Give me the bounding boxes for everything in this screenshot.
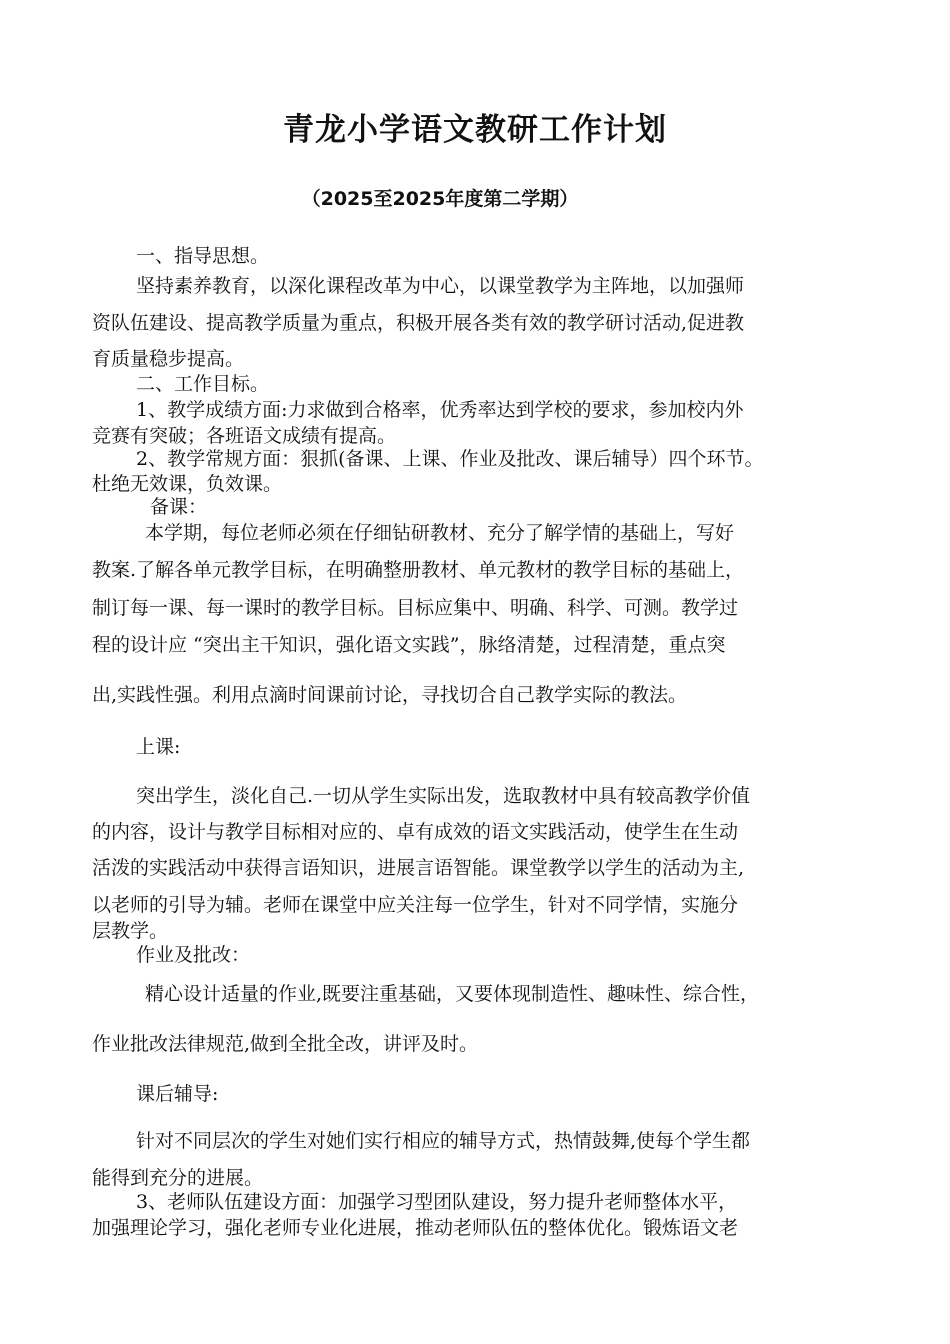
paragraph-line: 制订每一课、每一课时的教学目标。目标应集中、明确、科学、可测。教学过 — [92, 597, 739, 619]
paragraph-line: 突出学生，淡化自己.一切从学生实际出发，选取教材中具有较高教学价值 — [136, 785, 751, 807]
paragraph-line: 教案.了解各单元教学目标，在明确整册教材、单元教材的教学目标的基础上， — [92, 559, 745, 581]
page-title: 青龙小学语文教研工作计划 — [283, 112, 667, 148]
paragraph-line: 资队伍建设、提高教学质量为重点，积极开展各类有效的教学研讨活动,促进教 — [92, 312, 745, 334]
subheading-lesson-prep: 备课： — [150, 496, 208, 518]
paragraph-line: 3、老师队伍建设方面：加强学习型团队建设，努力提升老师整体水平， — [136, 1191, 738, 1213]
paragraph-line: 竞赛有突破；各班语文成绩有提高。 — [92, 425, 397, 447]
paragraph-line: 精心设计适量的作业,既要注重基础，又要体现制造性、趣味性、综合性， — [145, 983, 760, 1005]
page-subtitle: （2025至2025年度第二学期） — [301, 188, 579, 210]
paragraph-line: 的内容，设计与教学目标相对应的、卓有成效的语文实践活动，使学生在生动 — [92, 821, 739, 843]
subheading-homework: 作业及批改： — [136, 944, 251, 966]
paragraph-line: 能得到充分的进展。 — [92, 1167, 264, 1189]
paragraph-line: 加强理论学习，强化老师专业化进展，推动老师队伍的整体优化。锻炼语文老 — [92, 1217, 739, 1239]
paragraph-line: 作业批改法律规范,做到全批全改，讲评及时。 — [92, 1033, 479, 1055]
section-heading-goals: 二、工作目标。 — [136, 373, 270, 395]
paragraph-line: 育质量稳步提高。 — [92, 348, 245, 370]
paragraph-line: 以老师的引导为辅。老师在课堂中应关注每一位学生，针对不同学情，实施分 — [92, 894, 739, 916]
paragraph-line: 出,实践性强。利用点滴时间课前讨论，寻找切合自己教学实际的教法。 — [92, 684, 688, 706]
paragraph-line: 活泼的实践活动中获得言语知识，进展言语智能。课堂教学以学生的活动为主, — [92, 857, 745, 879]
paragraph-line: 程的设计应 “突出主干知识，强化语文实践”，脉络清楚，过程清楚，重点突 — [92, 634, 726, 656]
paragraph-line: 2、教学常规方面：狠抓(备课、上课、作业及批改、课后辅导）四个环节。 — [136, 448, 764, 470]
paragraph-line: 本学期，每位老师必须在仔细钻研教材、充分了解学情的基础上，写好 — [145, 522, 735, 544]
subheading-tutoring: 课后辅导: — [136, 1083, 219, 1105]
paragraph-line: 杜绝无效课，负效课。 — [92, 473, 283, 495]
paragraph-line: 坚持素养教育，以深化课程改革为中心，以课堂教学为主阵地，以加强师 — [136, 275, 745, 297]
paragraph-line: 层教学。 — [92, 920, 169, 942]
section-heading-guiding: 一、指导思想。 — [136, 245, 270, 267]
subheading-class: 上课: — [136, 736, 181, 758]
paragraph-line: 1、教学成绩方面:力求做到合格率，优秀率达到学校的要求，参加校内外 — [136, 399, 744, 421]
paragraph-line: 针对不同层次的学生对她们实行相应的辅导方式，热情鼓舞,使每个学生都 — [136, 1130, 751, 1152]
